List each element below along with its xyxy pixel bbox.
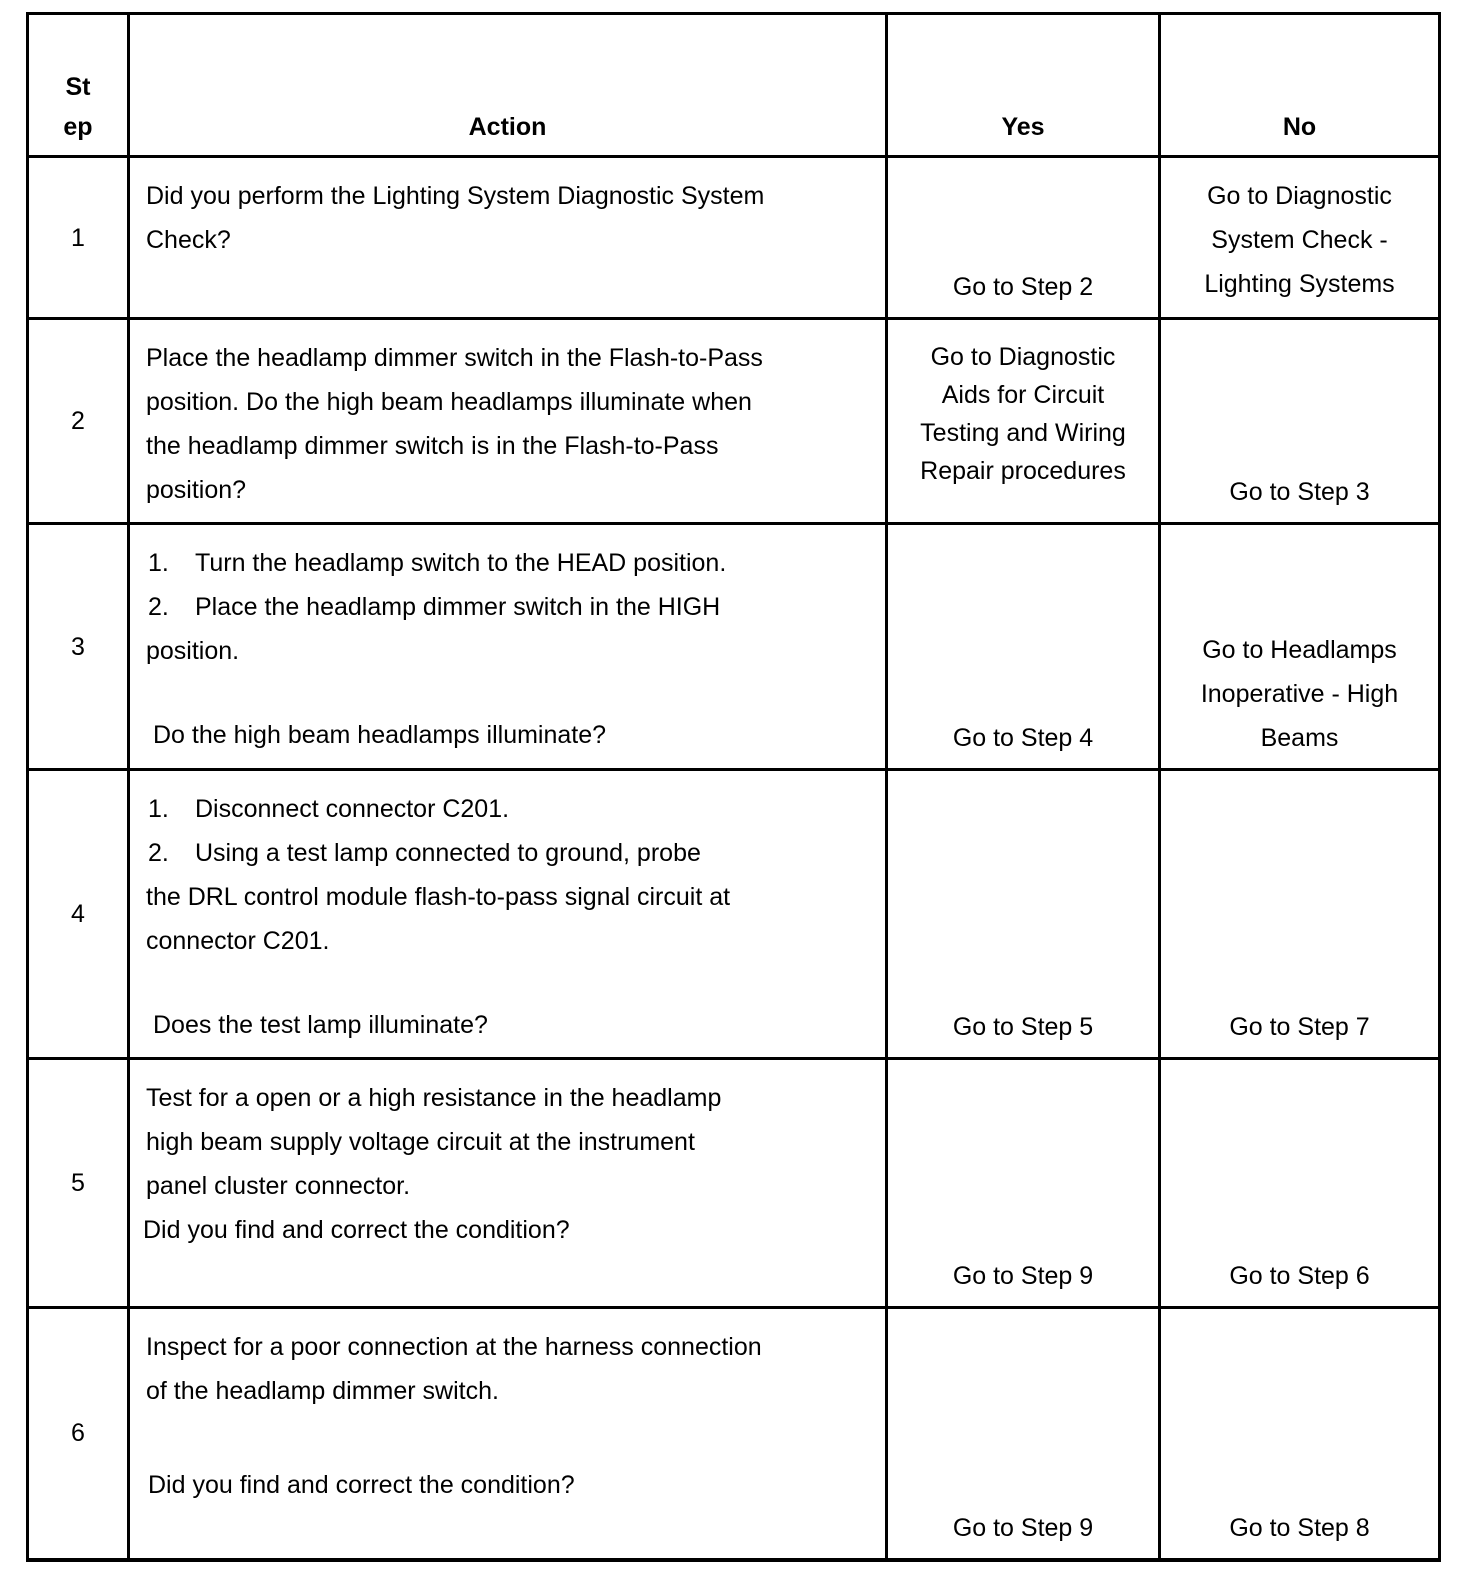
no-text: Go to Step 8 xyxy=(1229,1513,1370,1542)
action-cell xyxy=(129,524,887,770)
no-cell xyxy=(1160,1308,1440,1560)
yes-cell xyxy=(887,157,1160,319)
action-cell xyxy=(129,770,887,1059)
yes-text: Go to Step 9 xyxy=(952,1513,1094,1542)
action-question: Do the high beam headlamps illuminate? xyxy=(153,721,607,749)
yes-cell xyxy=(887,319,1160,524)
yes-cell xyxy=(887,1308,1160,1560)
action-line: position. xyxy=(146,637,240,665)
no-cell xyxy=(1160,319,1440,524)
no-text: Go to Step 6 xyxy=(1229,1262,1370,1290)
action-line: position. Do the high beam headlamps illuminate when xyxy=(146,388,752,416)
action-question: Did you find and correct the condition? xyxy=(148,1471,575,1499)
action-cell xyxy=(129,157,887,319)
no-cell xyxy=(1160,524,1440,770)
no-text: Go to Step 7 xyxy=(1229,1013,1370,1041)
no-text: Go to Step 3 xyxy=(1229,478,1370,506)
list-item: 1. Turn the headlamp switch to the HEAD position. xyxy=(148,549,727,577)
action-line: high beam supply voltage circuit at the instrument xyxy=(146,1128,695,1156)
yes-text: Go to Step 2 xyxy=(952,273,1094,301)
no-line: System Check - xyxy=(1211,226,1388,254)
table-row xyxy=(28,157,1440,319)
no-line: Go to Diagnostic xyxy=(1207,182,1392,210)
action-line: position? xyxy=(146,476,247,504)
step-header-line2: ep xyxy=(63,113,93,141)
yes-cell xyxy=(887,524,1160,770)
yes-line: Testing and Wiring xyxy=(920,419,1126,447)
no-cell xyxy=(1160,1059,1440,1308)
yes-line: Aids for Circuit xyxy=(941,381,1105,409)
no-header: No xyxy=(1160,14,1440,157)
step-number: 6 xyxy=(28,1308,129,1560)
action-list xyxy=(146,541,875,629)
action-cell xyxy=(129,319,887,524)
action-question: Does the test lamp illuminate? xyxy=(153,1011,488,1039)
yes-text: Go to Step 9 xyxy=(952,1262,1094,1290)
list-item: 2. Place the headlamp dimmer switch in the HIGH xyxy=(148,593,721,621)
no-cell xyxy=(1160,770,1440,1059)
action-line: Check? xyxy=(146,226,231,254)
yes-line: Repair procedures xyxy=(920,457,1126,485)
step-number: 2 xyxy=(28,319,129,524)
table-row xyxy=(28,1059,1440,1308)
action-list xyxy=(146,787,875,875)
diagnostic-table xyxy=(26,12,1441,1562)
header-row xyxy=(28,14,1440,157)
yes-line: Go to Diagnostic xyxy=(930,343,1116,371)
yes-cell xyxy=(887,1059,1160,1308)
yes-text: Go to Step 5 xyxy=(952,1013,1094,1041)
yes-cell xyxy=(887,770,1160,1059)
action-line: panel cluster connector. xyxy=(146,1172,411,1200)
action-line: of the headlamp dimmer switch. xyxy=(146,1377,499,1405)
no-line: Go to Headlamps xyxy=(1202,636,1397,664)
step-number: 4 xyxy=(28,770,129,1059)
step-header-line1: St xyxy=(65,73,91,101)
action-line: Place the headlamp dimmer switch in the Flash-to-Pass xyxy=(146,344,763,372)
action-line: the headlamp dimmer switch is in the Flash-to-Pass xyxy=(146,432,719,460)
action-cell xyxy=(129,1308,887,1560)
step-number: 1 xyxy=(28,157,129,319)
action-line: the DRL control module flash-to-pass signal circuit at xyxy=(146,883,731,911)
table-row xyxy=(28,319,1440,524)
step-header xyxy=(28,14,129,157)
no-line: Beams xyxy=(1260,724,1339,752)
list-item: 2. Using a test lamp connected to ground, probe xyxy=(148,839,701,867)
no-line: Inoperative - High xyxy=(1200,680,1399,708)
action-header: Action xyxy=(129,14,887,157)
table-row xyxy=(28,524,1440,770)
action-line: Test for a open or a high resistance in the headlamp xyxy=(146,1084,722,1112)
action-question: Did you find and correct the condition? xyxy=(143,1216,570,1244)
action-cell xyxy=(129,1059,887,1308)
list-item: 1. Disconnect connector C201. xyxy=(148,795,510,823)
action-line: Did you perform the Lighting System Diagnostic System xyxy=(146,182,765,210)
step-number: 5 xyxy=(28,1059,129,1308)
table-row xyxy=(28,770,1440,1059)
no-line: Lighting Systems xyxy=(1204,270,1395,298)
yes-header: Yes xyxy=(887,14,1160,157)
table-row xyxy=(28,1308,1440,1560)
yes-text: Go to Step 4 xyxy=(952,724,1094,752)
action-line: connector C201. xyxy=(146,927,330,955)
no-cell xyxy=(1160,157,1440,319)
action-line: Inspect for a poor connection at the harness connection xyxy=(146,1333,762,1361)
step-number: 3 xyxy=(28,524,129,770)
